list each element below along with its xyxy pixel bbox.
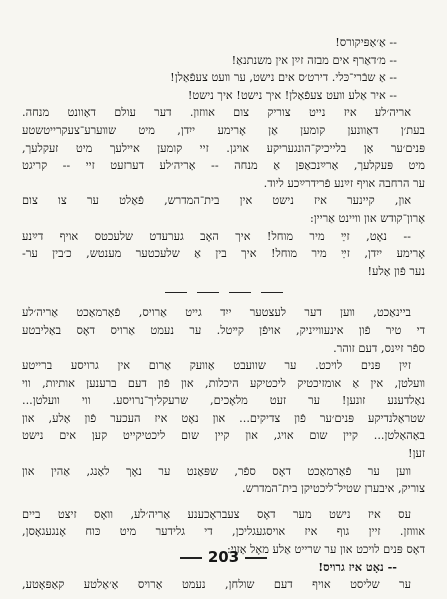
text-line: אריה׳לע איז נייט צוריק צום אווזון. דער עולם דאַוונט מנחה. [22, 106, 411, 120]
text-line: אוווזן. זיין גוף איז אויסגעגליכן, די גלידער מיט כּוח אָנגעגאָסן, [22, 525, 425, 539]
text-line: באַהאַלטן... קיין שום אויג, און קיין שום ליכטיקייט קען אים נישט [22, 429, 425, 443]
text-line: אָרימע ייִדן, זײַ מיר מוחל! איך בין אַ שלעכטער מענטש, כ׳בין ער- [22, 247, 425, 261]
text-line: און, קיינער איז נישט אין בית־המדרש, פֿאַלט ער צו צום [22, 194, 411, 208]
text-line: זען! [408, 447, 425, 461]
text-line: ספֿר זײַנס, דעם זוהר. [333, 341, 425, 355]
text-line: -- אַ׳אַפּיקורס! [335, 36, 397, 49]
text-line: צוריק, איבערן שטיל־ליכטיקן בית־המדרש. [242, 482, 425, 496]
text-line: אָרון־קודש און װיינט אַריין: [309, 211, 425, 225]
text-line: בעת׳ן דאַוונען קומען אַן אָרימע ייִדן, מיט שװערע־צעקרייטשטע [22, 123, 425, 137]
text-line: פּנים׳ער אַן בלייכיק־הונגעריקע אויגן. זיי קומען איילעך מיט זעקלעך, [22, 141, 425, 155]
text-line: -- נאָט, זײַ מיר מוחל! איך האָב גערעדט שלעכטס אויף דײַנע [22, 229, 411, 243]
text-line: נער פֿון אַלע! [367, 264, 425, 278]
text-line: ביינאַכט, װען דער לעצטער ייִד גייט אַרויס, פֿאַרמאַכט אַריה׳לע [22, 306, 411, 320]
text-line: די טיר פֿון אינעװייניק, אויפֿן קײטל. ער נעמט אַרויס דאָס באַליבטע [22, 323, 425, 337]
text-line: -- נאָט איז גרויס! [318, 559, 397, 574]
text-line: שטראַלנדיקע פּנים׳ער פֿון צדיקים... און נאָט איז העכער פֿון אַלע, און [22, 411, 425, 425]
text-line: װעלטן, אין אַ אומזיכטיק ליכטיקע היכלות, און פֿון דעם ברענען אותיות, ווי [22, 376, 425, 390]
text-line: ער הרחבה אויף זײַנע פֿרידרײַכע ליוד. [263, 176, 425, 190]
text-line: מיט פּעקלעך, אַרײַנכאַפּן אַ מנחה -- אַריה׳לע דערזעט זיי -- קריגט [22, 159, 425, 173]
text-line: זײַן פּנים לויכט. ער שוועבט אַוועק אַרום אין גרויסע ברייטע [22, 359, 411, 373]
text-line: עס איז נישט מער דאָס צעבראָכענע אַריה׳לע, וואָס זיצט ביים [22, 507, 411, 521]
paragraph-block [22, 304, 425, 498]
page-number-value: 203 [207, 548, 240, 566]
paragraph-block [22, 104, 425, 280]
text-line: -- איר אַלע װעט צעפֿאַלן! איך נישט! איך נישט! [187, 88, 397, 102]
text-line: װען ער פֿאַרמאַכט דאָס ספֿר, שפּאַנט ער נאָך לאַנג, אַהין און [22, 464, 411, 478]
text-line: דאָס פּנים לויכט און ער שרייט אַלע מאָל אַזוי: [226, 543, 425, 557]
text-line: -- אַ שבֿרי־כּלי. דירט׳ס אים נישט, ער װעט צעפֿאַלן! [170, 71, 397, 85]
text-line: נאַלדענע זונען! ער זעט מלאָכים, שרעקליך־נרויסע. ווי וועלטן... [22, 394, 425, 408]
text-line: -- מ׳דאַרף אים מבזה זײַן אין משנתנאַ! [231, 53, 397, 67]
section-divider [22, 280, 425, 304]
page-number [0, 548, 447, 566]
dialogue-block [22, 34, 425, 104]
text-line: ער שליסט אויף דעם שולחן, נעמט אַרויס אַ׳אַלטע קאַפּאָטע, [22, 578, 411, 592]
